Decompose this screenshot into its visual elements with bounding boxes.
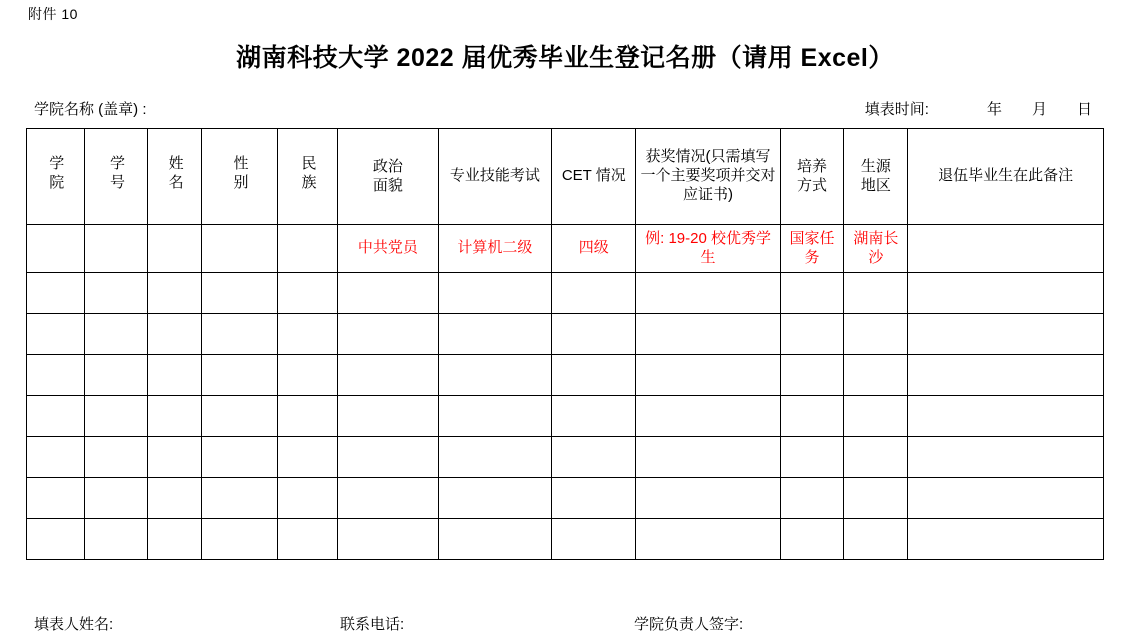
table-cell[interactable] <box>148 273 202 314</box>
sample-cell-college[interactable] <box>27 225 85 273</box>
table-body <box>27 225 1104 273</box>
table-cell[interactable] <box>844 437 908 478</box>
table-cell[interactable] <box>278 314 338 355</box>
table-cell[interactable] <box>84 396 148 437</box>
table-row <box>27 437 1104 478</box>
graduate-registration-table <box>26 128 1104 560</box>
table-cell[interactable] <box>844 273 908 314</box>
table-cell[interactable] <box>636 314 780 355</box>
sample-cell-cet[interactable]: 四级 <box>552 225 636 273</box>
table-cell[interactable] <box>438 273 551 314</box>
header-text-cet: CET 情况 <box>561 167 626 185</box>
table-cell[interactable] <box>908 519 1104 560</box>
table-cell[interactable] <box>148 437 202 478</box>
table-cell[interactable] <box>84 478 148 519</box>
day-unit: 日 <box>1076 101 1092 118</box>
table-cell[interactable] <box>202 314 278 355</box>
header-cell-veteran-note <box>908 129 1104 225</box>
header-cell-training-mode <box>780 129 844 225</box>
header-text-student-id: 学号 <box>107 154 125 193</box>
table-row <box>27 478 1104 519</box>
footer-row <box>0 613 1130 635</box>
sample-cell-gender[interactable] <box>202 225 278 273</box>
table-cell[interactable] <box>780 519 844 560</box>
sample-cell-awards[interactable]: 例: 19-20 校优秀学生 <box>636 225 780 273</box>
header-text-college: 学院 <box>47 154 65 193</box>
table-cell[interactable] <box>908 437 1104 478</box>
college-leader-sign-label: 学院负责人签字: <box>634 616 744 633</box>
header-text-awards: 获奖情况(只需填写一个主要奖项并交对应证书) <box>640 148 776 203</box>
table-blank-rows <box>27 273 1104 560</box>
sample-cell-skill-exam[interactable]: 计算机二级 <box>438 225 551 273</box>
table-cell[interactable] <box>148 314 202 355</box>
table-cell[interactable] <box>148 519 202 560</box>
sample-cell-student-id[interactable] <box>84 225 148 273</box>
sample-cell-training-mode[interactable]: 国家任务 <box>780 225 844 273</box>
table-cell[interactable] <box>278 273 338 314</box>
table-cell[interactable] <box>552 519 636 560</box>
table-row <box>27 355 1104 396</box>
header-cell-skill-exam <box>438 129 551 225</box>
table-cell[interactable] <box>27 355 85 396</box>
attachment-label: 附件 10 <box>28 6 78 22</box>
table-cell[interactable] <box>908 396 1104 437</box>
table-cell[interactable] <box>780 314 844 355</box>
table-cell[interactable] <box>908 478 1104 519</box>
table-cell[interactable] <box>337 355 438 396</box>
table-row <box>27 273 1104 314</box>
table-cell[interactable] <box>278 519 338 560</box>
table-cell[interactable] <box>84 355 148 396</box>
table-header-row <box>27 129 1104 225</box>
table-cell[interactable] <box>84 437 148 478</box>
table-row <box>27 396 1104 437</box>
contact-phone-label: 联系电话: <box>340 616 405 633</box>
table-cell[interactable] <box>780 437 844 478</box>
table-cell[interactable] <box>84 519 148 560</box>
table-cell[interactable] <box>27 519 85 560</box>
table-cell[interactable] <box>27 314 85 355</box>
table-cell[interactable] <box>202 437 278 478</box>
table-cell[interactable] <box>278 437 338 478</box>
table-row <box>27 314 1104 355</box>
table-cell[interactable] <box>636 519 780 560</box>
table-cell[interactable] <box>148 396 202 437</box>
table-cell[interactable] <box>337 519 438 560</box>
table-cell[interactable] <box>27 273 85 314</box>
table-cell[interactable] <box>438 396 551 437</box>
table-cell[interactable] <box>780 273 844 314</box>
table-cell[interactable] <box>148 478 202 519</box>
table-cell[interactable] <box>780 478 844 519</box>
table-row-sample <box>27 225 1104 273</box>
table-cell[interactable] <box>844 314 908 355</box>
table-cell[interactable] <box>148 355 202 396</box>
college-name-label: 学院名称 (盖章) : <box>34 101 147 118</box>
table-cell[interactable] <box>844 396 908 437</box>
sample-cell-ethnicity[interactable] <box>278 225 338 273</box>
sample-cell-origin-region[interactable]: 湖南长沙 <box>844 225 908 273</box>
table-cell[interactable] <box>908 314 1104 355</box>
header-text-ethnicity: 民族 <box>299 154 317 193</box>
table-cell[interactable] <box>27 396 85 437</box>
table-cell[interactable] <box>844 478 908 519</box>
table-cell[interactable] <box>202 519 278 560</box>
year-unit: 年 <box>986 101 1002 118</box>
table-cell[interactable] <box>438 519 551 560</box>
table-cell[interactable] <box>552 396 636 437</box>
table-cell[interactable] <box>438 437 551 478</box>
sample-cell-veteran-note[interactable] <box>908 225 1104 273</box>
table-cell[interactable] <box>438 314 551 355</box>
table-cell[interactable] <box>337 314 438 355</box>
table-cell[interactable] <box>202 355 278 396</box>
header-text-training-mode: 培养方式 <box>797 157 828 194</box>
month-unit: 月 <box>1031 101 1047 118</box>
table-cell[interactable] <box>908 273 1104 314</box>
header-text-veteran-note: 退伍毕业生在此备注 <box>938 167 1074 185</box>
table-cell[interactable] <box>438 478 551 519</box>
table-cell[interactable] <box>202 273 278 314</box>
table-cell[interactable] <box>908 355 1104 396</box>
table-cell[interactable] <box>27 437 85 478</box>
table-cell[interactable] <box>636 273 780 314</box>
header-text-name: 姓名 <box>166 154 184 193</box>
table-cell[interactable] <box>844 519 908 560</box>
header-cell-college <box>27 129 85 225</box>
table-cell[interactable] <box>636 437 780 478</box>
meta-row <box>0 98 1130 120</box>
table-cell[interactable] <box>552 273 636 314</box>
table-cell[interactable] <box>438 355 551 396</box>
table-cell[interactable] <box>552 478 636 519</box>
table-cell[interactable] <box>636 396 780 437</box>
header-cell-cet <box>552 129 636 225</box>
page-title: 湖南科技大学 2022 届优秀毕业生登记名册（请用 Excel） <box>236 44 894 72</box>
header-cell-origin-region <box>844 129 908 225</box>
table-row <box>27 519 1104 560</box>
table-cell[interactable] <box>636 478 780 519</box>
table-cell[interactable] <box>552 314 636 355</box>
header-cell-name <box>148 129 202 225</box>
fill-date-block <box>865 98 1092 119</box>
table-cell[interactable] <box>278 478 338 519</box>
header-cell-gender <box>202 129 278 225</box>
table-cell[interactable] <box>337 396 438 437</box>
table-cell[interactable] <box>278 355 338 396</box>
header-cell-awards <box>636 129 780 225</box>
table-cell[interactable] <box>202 396 278 437</box>
header-cell-ethnicity <box>278 129 338 225</box>
table-cell[interactable] <box>337 437 438 478</box>
table-cell[interactable] <box>84 273 148 314</box>
table-cell[interactable] <box>278 396 338 437</box>
table-cell[interactable] <box>27 478 85 519</box>
header-cell-student-id <box>84 129 148 225</box>
table-cell[interactable] <box>552 355 636 396</box>
sample-cell-political-status[interactable]: 中共党员 <box>337 225 438 273</box>
table-cell[interactable] <box>337 273 438 314</box>
header-text-political-status: 政治面貌 <box>372 157 403 194</box>
sample-cell-name[interactable] <box>148 225 202 273</box>
header-text-origin-region: 生源地区 <box>860 157 891 194</box>
header-cell-political-status <box>337 129 438 225</box>
table-cell[interactable] <box>202 478 278 519</box>
table-cell[interactable] <box>84 314 148 355</box>
table-cell[interactable] <box>552 437 636 478</box>
header-text-skill-exam: 专业技能考试 <box>449 167 540 185</box>
table-cell[interactable] <box>780 396 844 437</box>
table-cell[interactable] <box>844 355 908 396</box>
table-cell[interactable] <box>636 355 780 396</box>
table-cell[interactable] <box>780 355 844 396</box>
table-cell[interactable] <box>337 478 438 519</box>
fill-date-label: 填表时间: <box>864 101 929 118</box>
header-text-gender: 性别 <box>231 154 249 193</box>
filler-name-label: 填表人姓名: <box>34 616 114 633</box>
